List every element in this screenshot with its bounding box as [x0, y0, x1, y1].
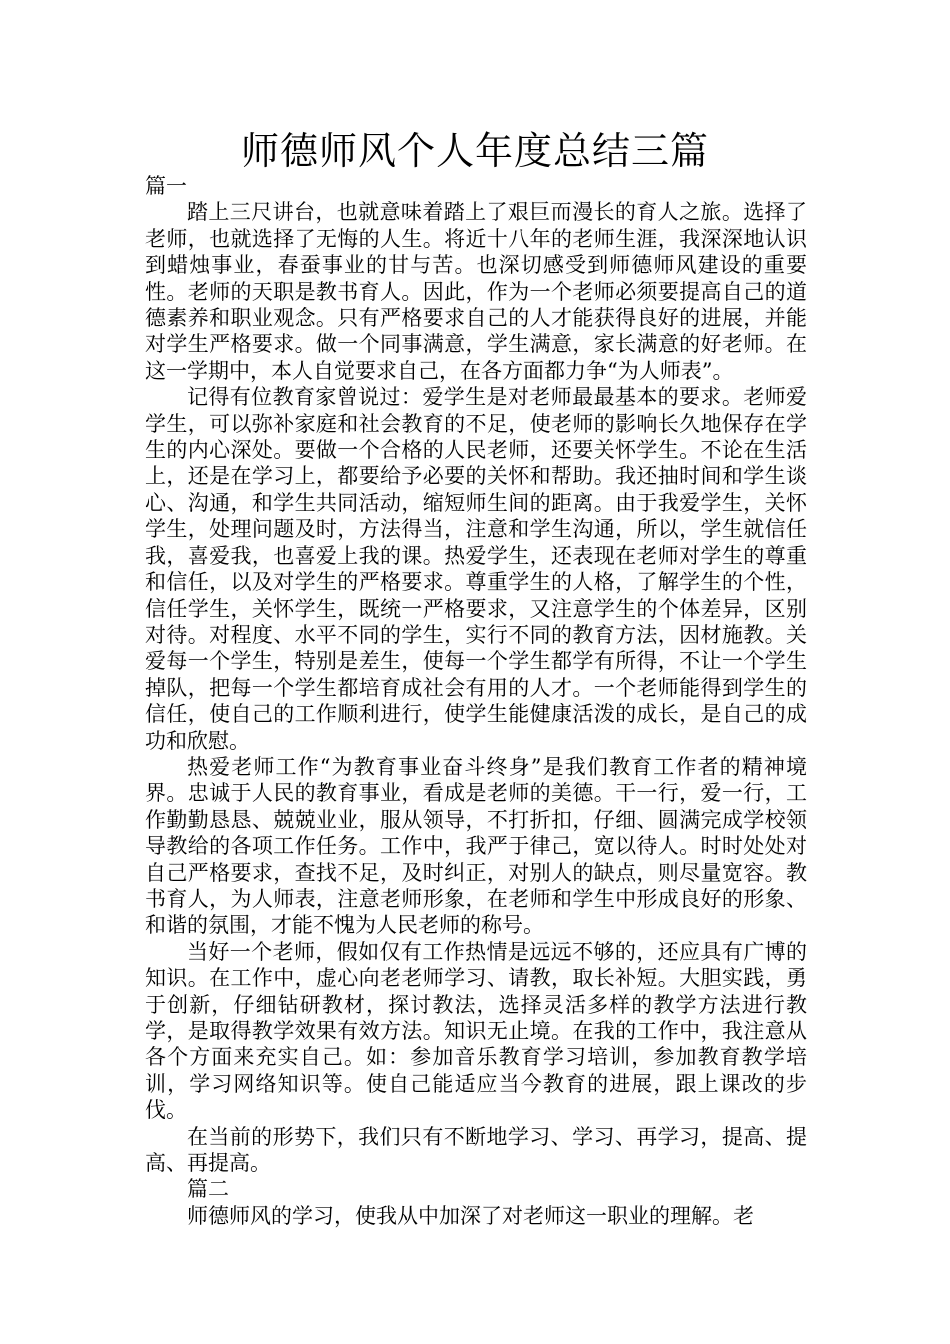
- paragraph-3: 热爱老师工作“为教育事业奋斗终身”是我们教育工作者的精神境界。忠诚于人民的教育事业，看成是老师的美德。干一行，爱一行，工作勤勤恳恳、兢兢业业，服从领导，不打折扣，仔细、圆满完成学校领导教给的各项工作任务。工作中，我严于律己，宽以待人。时时处处对自己严格要求，查找不足，及时纠正，对别人的缺点，则尽量宽容。教书育人，为人师表，注意老师形象，在老师和学生中形成良好的形象、和谐的氛围，才能不愧为人民老师的称号。: [145, 754, 807, 938]
- document-title: 师德师风个人年度总结三篇: [240, 129, 709, 173]
- paragraph-4: 当好一个老师，假如仅有工作热情是远远不够的，还应具有广博的知识。在工作中，虚心向老老师学习、请教，取长补短。大胆实践，勇于创新，仔细钻研教材，探讨教法，选择灵活多样的教学方法进行教学，是取得教学效果有效方法。知识无止境。在我的工作中，我注意从各个方面来充实自己。如：参加音乐教育学习培训，参加教育教学培训，学习网络知识等。使自己能适应当今教育的进展，跟上课改的步伐。: [145, 939, 807, 1123]
- document-body: [145, 173, 807, 1229]
- section-label-2: 篇二: [187, 1177, 229, 1202]
- section-label-1: 篇一: [145, 174, 187, 198]
- paragraph-2: 记得有位教育家曾说过：爱学生是对老师最最基本的要求。老师爱学生，可以弥补家庭和社会教育的不足，使老师的影响长久地保存在学生的内心深处。要做一个合格的人民老师，还要关怀学生。不论在生活上，还是在学习上，都要给予必要的关怀和帮助。我还抽时间和学生谈心、沟通，和学生共同活动，缩短师生间的距离。由于我爱学生，关怀学生，处理问题及时，方法得当，注意和学生沟通，所以，学生就信任我，喜爱我，也喜爱上我的课。热爱学生，还表现在老师对学生的尊重和信任，以及对学生的严格要求。尊重学生的人格，了解学生的个性，信任学生，关怀学生，既统一严格要求，又注意学生的个体差异，区别对待。对程度、水平不同的学生，实行不同的教育方法，因材施教。关爱每一个学生，特别是差生，使每一个学生都学有所得，不让一个学生掉队，把每一个学生都培育成社会有用的人才。一个老师能得到学生的信任，使自己的工作顺利进行，使学生能健康活泼的成长，是自己的成功和欣慰。: [145, 385, 807, 753]
- section-2-first-line: 师德师风的学习，使我从中加深了对老师这一职业的理解。老: [187, 1203, 754, 1228]
- paragraph-5: 在当前的形势下，我们只有不断地学习、学习、再学习，提高、提高、再提高。: [145, 1124, 807, 1176]
- paragraph-1: 踏上三尺讲台，也就意味着踏上了艰巨而漫长的育人之旅。选择了老师，也就选择了无悔的人生。将近十八年的老师生涯，我深深地认识到蜡烛事业，春蚕事业的甘与苦。也深切感受到师德师风建设的重要性。老师的天职是教书育人。因此，作为一个老师必须要提高自己的道德素养和职业观念。只有严格要求自己的人才能获得良好的进展，并能对学生严格要求。做一个同事满意，学生满意，家长满意的好老师。在这一学期中，本人自觉要求自己，在各方面都力争“为人师表”。: [145, 200, 807, 383]
